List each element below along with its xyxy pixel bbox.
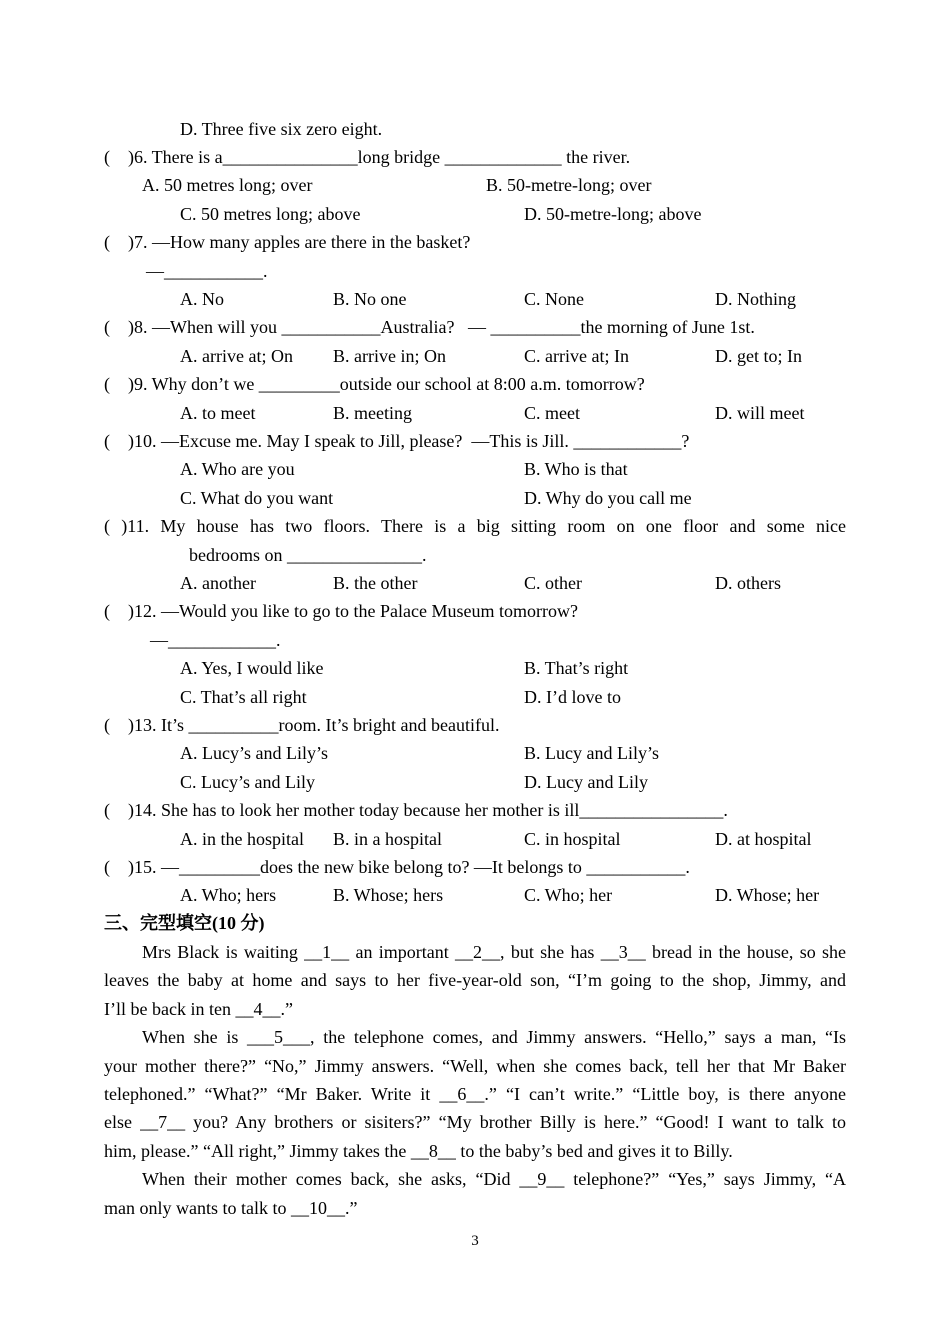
text-line: —____________. xyxy=(150,630,281,650)
text-line: D. Lucy and Lily xyxy=(524,772,648,792)
text-line: A. another xyxy=(180,573,256,593)
text-line: ( )8. —When will you ___________Australia? — __________the morning of June 1st. xyxy=(104,317,755,337)
text-line: C. other xyxy=(524,573,582,593)
text-line: —___________. xyxy=(146,261,268,281)
passage-line: else __7__ you? Any brothers or sisiters?” “My brother Billy is here.” “Good! I want to talk to xyxy=(104,1112,846,1132)
text-line: ( )7. —How many apples are there in the basket? xyxy=(104,232,471,252)
text-line: B. in a hospital xyxy=(333,829,442,849)
text-line: ( )13. It’s __________room. It’s bright and beautiful. xyxy=(104,715,500,735)
text-line: B. That’s right xyxy=(524,658,629,678)
text-line: ( )15. —_________does the new bike belong to? —It belongs to ___________. xyxy=(104,857,690,877)
section-title-cloze: 三、完型填空(10 分) xyxy=(104,913,265,933)
text-line: D. others xyxy=(715,573,781,593)
text-line: A. Lucy’s and Lily’s xyxy=(180,743,328,763)
passage-line: man only wants to talk to __10__.” xyxy=(104,1198,358,1218)
text-line: D. at hospital xyxy=(715,829,812,849)
text-line: ( )12. —Would you like to go to the Palace Museum tomorrow? xyxy=(104,601,578,621)
text-line: B. No one xyxy=(333,289,407,309)
text-line: C. Lucy’s and Lily xyxy=(180,772,315,792)
text-line: B. arrive in; On xyxy=(333,346,446,366)
text-line: B. Who is that xyxy=(524,459,628,479)
passage-line: leaves the baby at home and says to her five-year-old son, “I’m going to the shop, Jimmy, and xyxy=(104,970,846,990)
passage-line: When their mother comes back, she asks, “Did __9__ telephone?” “Yes,” says Jimmy, “A xyxy=(142,1169,846,1189)
text-line: C. in hospital xyxy=(524,829,621,849)
text-line: A. arrive at; On xyxy=(180,346,293,366)
text-line: A. No xyxy=(180,289,224,309)
text-line: ( )14. She has to look her mother today because her mother is ill________________. xyxy=(104,800,728,820)
text-line: ( )6. There is a_______________long bridge _____________ the river. xyxy=(104,147,631,167)
passage-line: Mrs Black is waiting __1__ an important __2__, but she has __3__ bread in the house, so she xyxy=(142,942,846,962)
text-line: A. Who; hers xyxy=(180,885,277,905)
text-line: C. Who; her xyxy=(524,885,613,905)
passage-line: him, please.” “All right,” Jimmy takes the __8__ to the baby’s bed and gives it to Billy. xyxy=(104,1141,733,1161)
text-line: A. Who are you xyxy=(180,459,295,479)
text-line: D. Three five six zero eight. xyxy=(180,119,383,139)
text-line: bedrooms on _______________. xyxy=(189,545,427,565)
page-number: 3 xyxy=(471,1233,479,1249)
passage-line: I’ll be back in ten __4__.” xyxy=(104,999,293,1019)
text-line: C. 50 metres long; above xyxy=(180,204,361,224)
text-line: C. None xyxy=(524,289,584,309)
text-line: D. will meet xyxy=(715,403,805,423)
text-line: B. Whose; hers xyxy=(333,885,444,905)
text-line: D. Why do you call me xyxy=(524,488,692,508)
text-line: D. get to; In xyxy=(715,346,802,366)
text-line: ( )9. Why don’t we _________outside our school at 8:00 a.m. tomorrow? xyxy=(104,374,645,394)
text-line: A. Yes, I would like xyxy=(180,658,324,678)
question-11-line-1: ( )11. My house has two floors. There is a big sitting room on one floor and some nice xyxy=(104,516,846,536)
passage-line: When she is ___5___, the telephone comes, and Jimmy answers. “Hello,” says a man, “Is xyxy=(142,1027,846,1047)
text-line: A. 50 metres long; over xyxy=(142,175,313,195)
text-line: D. Nothing xyxy=(715,289,796,309)
text-line: B. 50-metre-long; over xyxy=(486,175,652,195)
text-line: C. That’s all right xyxy=(180,687,307,707)
text-line: A. in the hospital xyxy=(180,829,304,849)
text-line: C. arrive at; In xyxy=(524,346,629,366)
text-line: D. 50-metre-long; above xyxy=(524,204,702,224)
text-line: D. I’d love to xyxy=(524,687,621,707)
passage-line: telephoned.” “What?” “Mr Baker. Write it __6__.” “I can’t write.” “Little boy, is there anyone xyxy=(104,1084,846,1104)
text-line: B. Lucy and Lily’s xyxy=(524,743,659,763)
text-line: C. What do you want xyxy=(180,488,334,508)
passage-line: your mother there?” “No,” Jimmy answers. “Well, when she comes back, tell her that Mr Baker xyxy=(104,1056,846,1076)
text-line: ( )10. —Excuse me. May I speak to Jill, please? —This is Jill. ____________? xyxy=(104,431,690,451)
text-line: D. Whose; her xyxy=(715,885,820,905)
text-line: B. meeting xyxy=(333,403,412,423)
text-line: A. to meet xyxy=(180,403,256,423)
text-line: C. meet xyxy=(524,403,580,423)
text-line: B. the other xyxy=(333,573,418,593)
